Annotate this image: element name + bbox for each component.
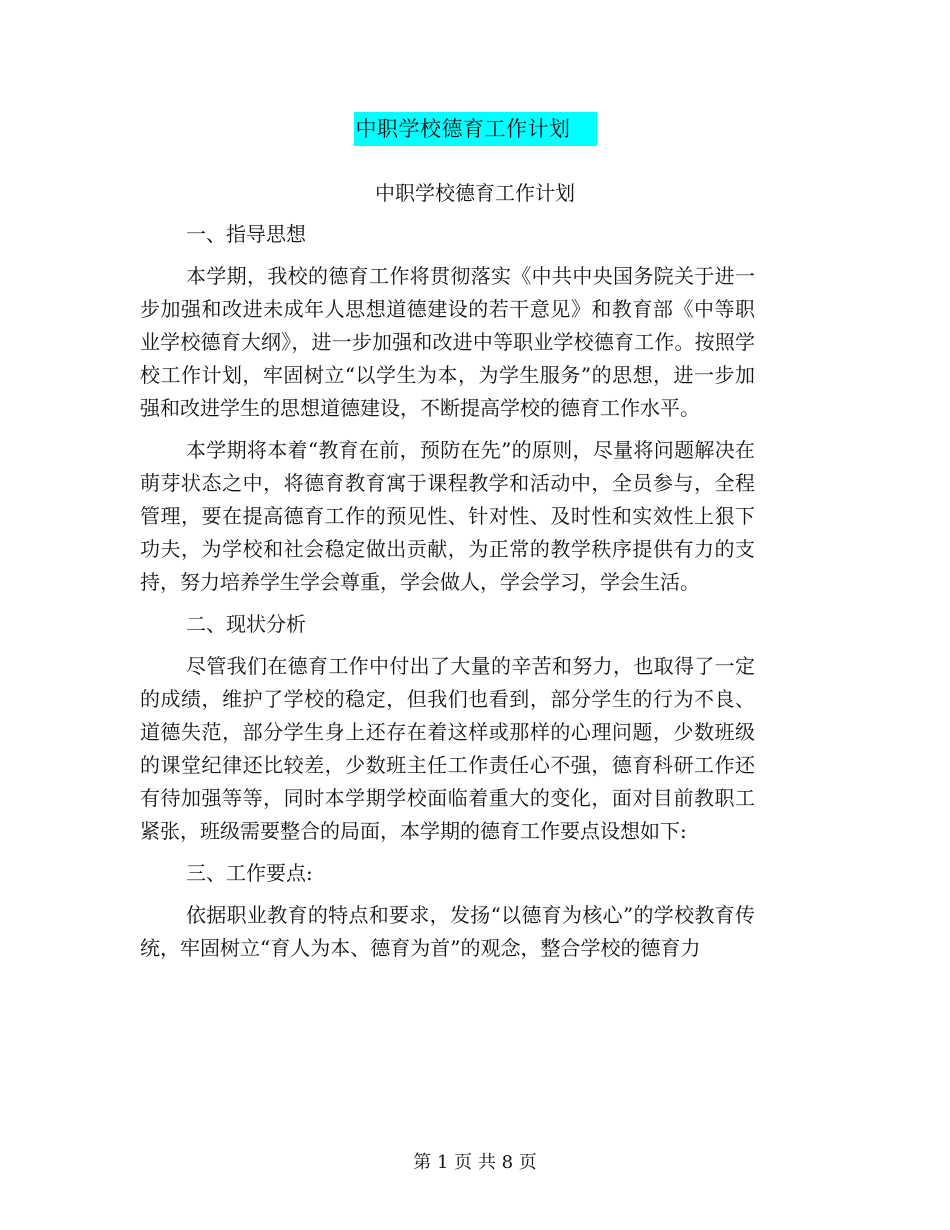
paragraph-work-points: 依据职业教育的特点和要求，发扬“以德育为核心”的学校教育传统，牢固树立“育人为本、德育为首”的观念，整合学校的德育力 [140, 903, 755, 960]
page-number-footer: 第 1 页 共 8 页 [413, 1152, 537, 1173]
section-heading-guiding-ideology: 一、指导思想 [186, 222, 306, 246]
paragraph-guiding-ideology-1: 本学期，我校的德育工作将贯彻落实《中共中央国务院关于进一步加强和改进未成年人思想道德建设的若干意见》和教育部《中等职业学校德育大纲》，进一步加强和改进中等职业学校德育工作。按照学校工作计划，牢固树立“以学生为本，为学生服务”的思想，进一步加强和改进学生的思想道德建设，不断提高学校的德育工作水平。 [140, 264, 755, 420]
document-title-container [0, 112, 950, 146]
paragraph-status-analysis: 尽管我们在德育工作中付出了大量的辛苦和努力，也取得了一定的成绩，维护了学校的稳定，但我们也看到，部分学生的行为不良、道德失范，部分学生身上还存在着这样或那样的心理问题，少数班级的课堂纪律还比较差，少数班主任工作责任心不强，德育科研工作还有待加强等等，同时本学期学校面临着重大的变化，面对目前教职工紧张，班级需要整合的局面，本学期的德育工作要点设想如下: [140, 654, 755, 843]
document-title-highlighted: 中职学校德育工作计划 [354, 112, 597, 146]
document-body [140, 218, 755, 974]
paragraph-guiding-ideology-2: 本学期将本着“教育在前，预防在先”的原则，尽量将问题解决在萌芽状态之中，将德育教育寓于课程教学和活动中，全员参与，全程管理，要在提高德育工作的预见性、针对性、及时性和实效性上狠下功夫，为学校和社会稳定做出贡献，为正常的教学秩序提供有力的支持，努力培养学生学会尊重，学会做人，学会学习，学会生活。 [140, 438, 755, 594]
section-heading-work-points: 三、工作要点: [186, 861, 313, 885]
document-subtitle: 中职学校德育工作计划 [375, 181, 575, 205]
section-heading-status-analysis: 二、现状分析 [186, 612, 306, 636]
